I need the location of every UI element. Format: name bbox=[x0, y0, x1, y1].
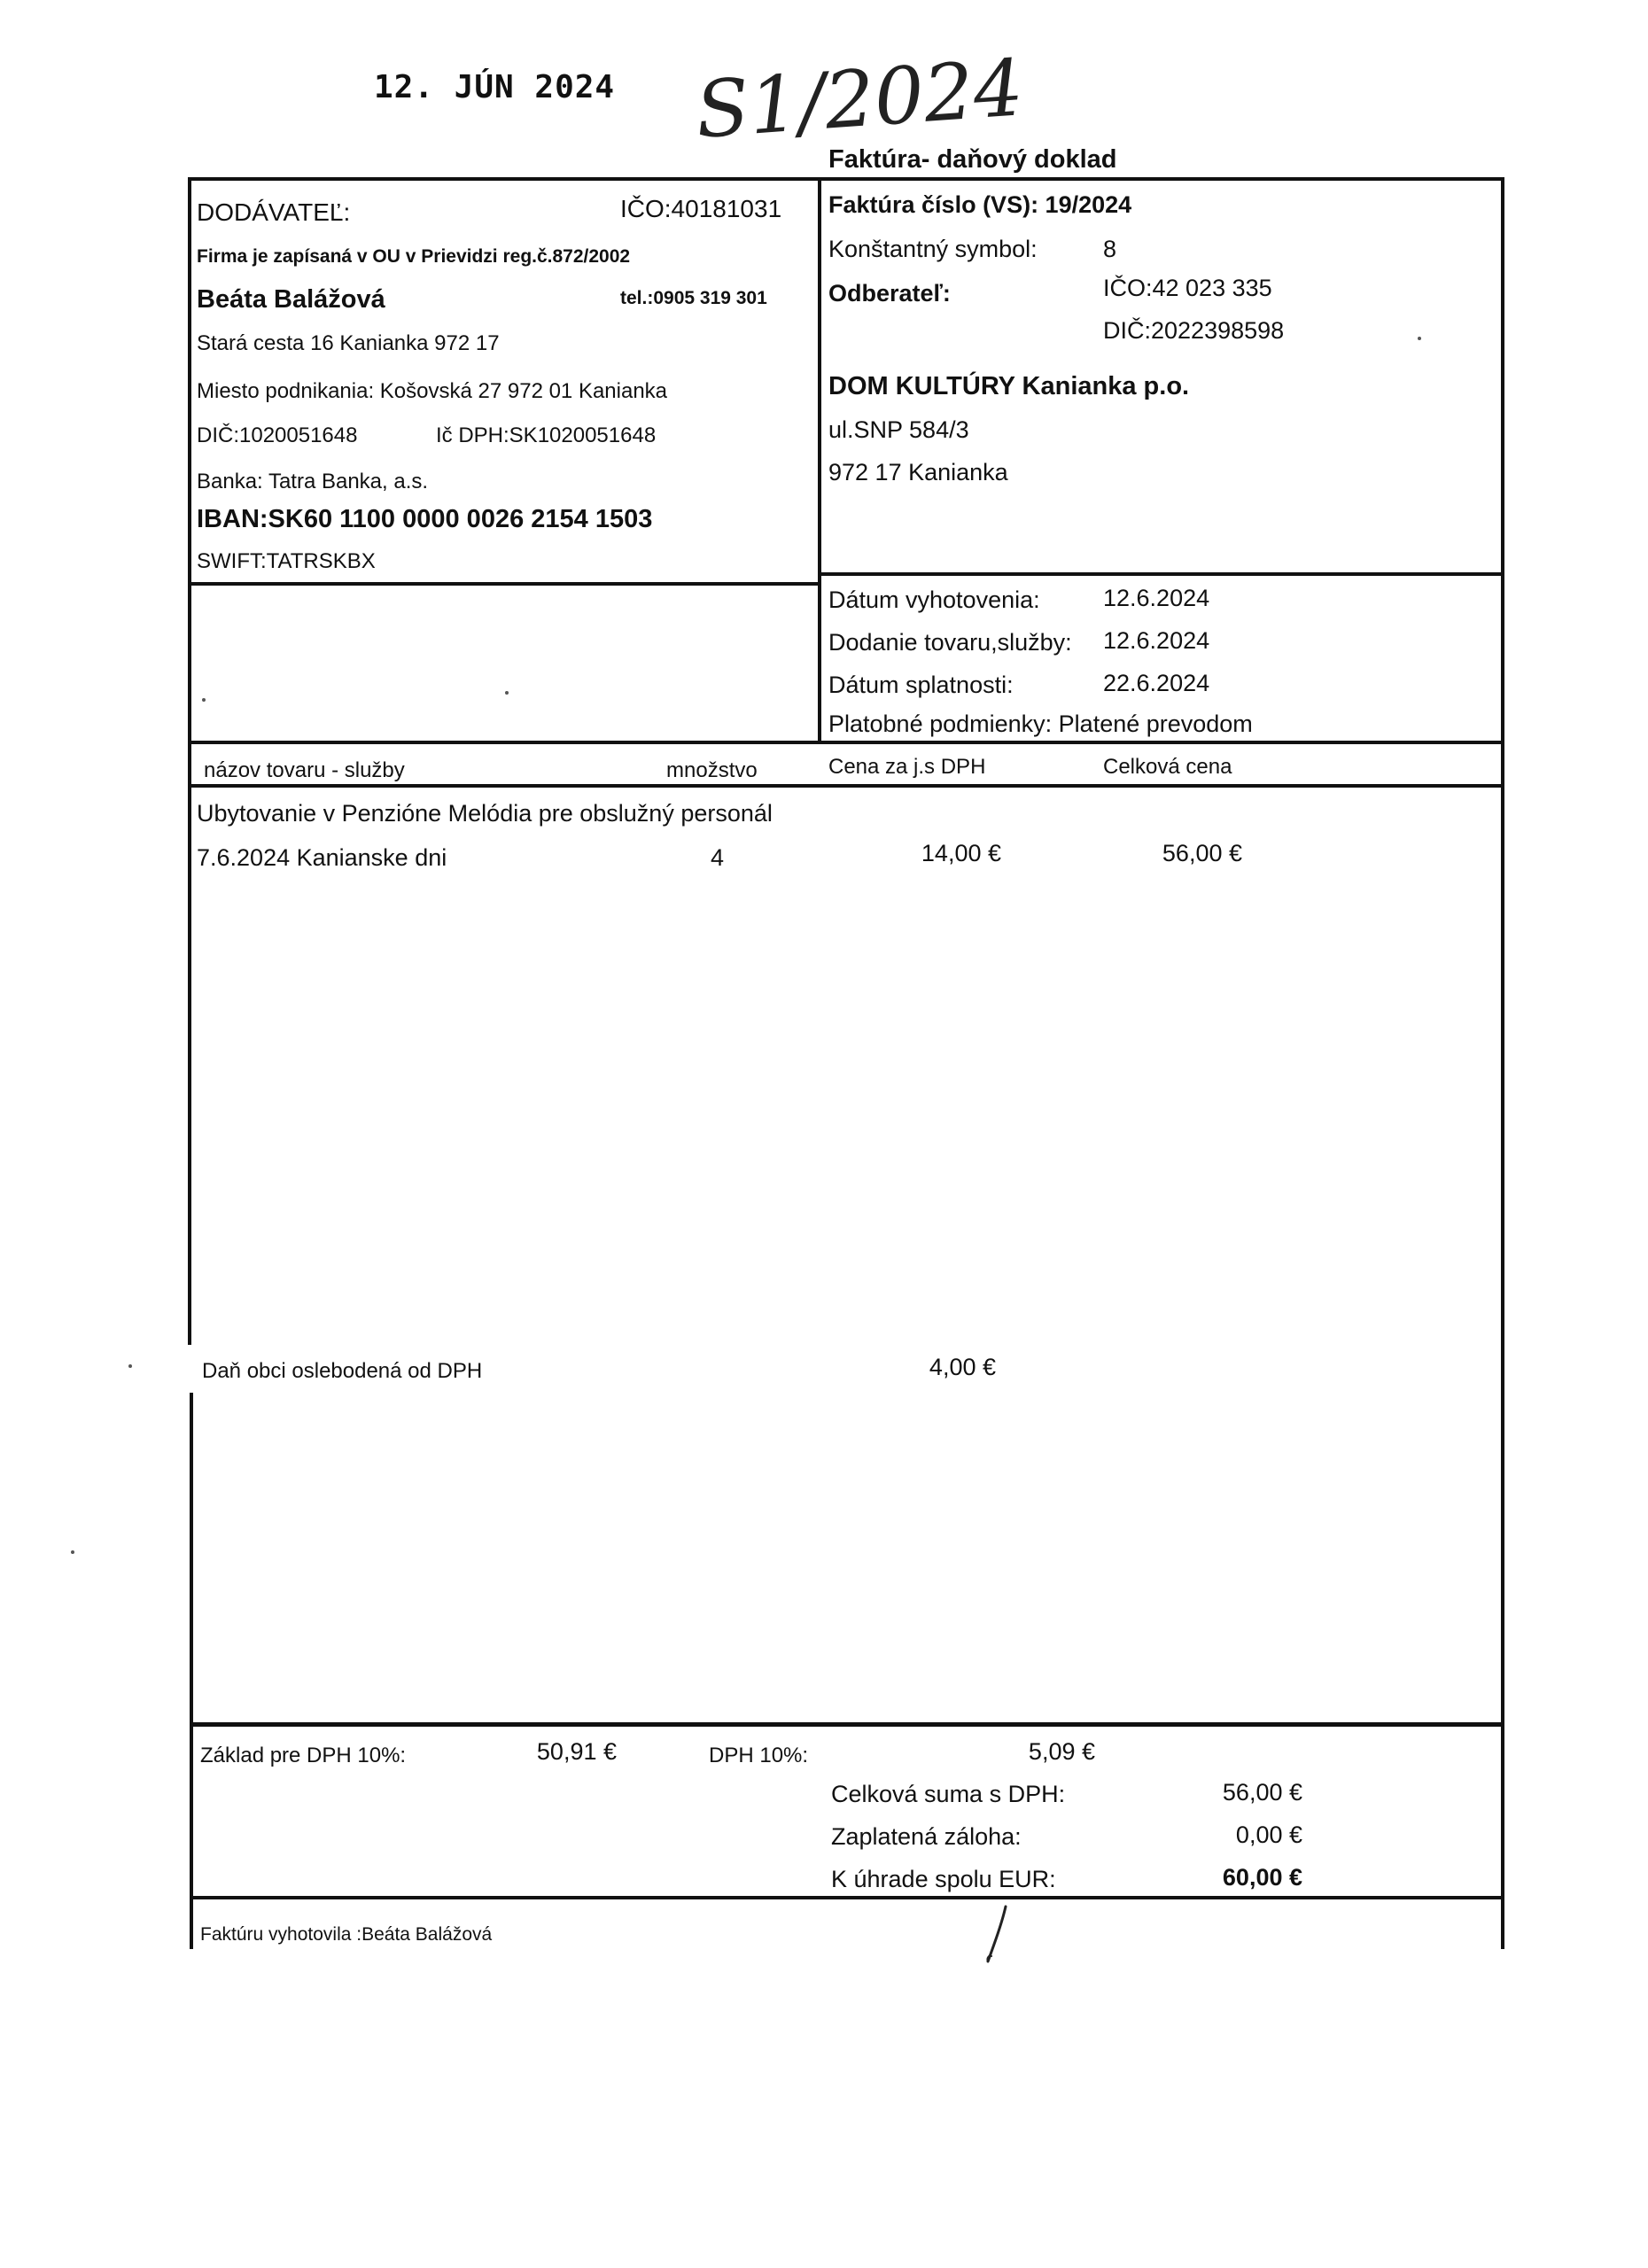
deposit-value: 0,00 € bbox=[1235, 1821, 1302, 1848]
customer-dic: DIČ:2022398598 bbox=[1103, 317, 1285, 344]
column-name-header: názov tovaru - služby bbox=[204, 758, 405, 782]
invoice-number: Faktúra číslo (VS): 19/2024 bbox=[828, 191, 1132, 218]
scan-speck bbox=[1418, 337, 1421, 340]
left-border-upper bbox=[188, 177, 191, 1345]
due-date-label: Dátum splatnosti: bbox=[828, 672, 1014, 698]
customer-ico: IČO:42 023 335 bbox=[1103, 275, 1272, 301]
received-date-stamp: 12. JÚN 2024 bbox=[374, 69, 616, 105]
customer-city: 972 17 Kanianka bbox=[828, 459, 1008, 485]
left-section-divider bbox=[188, 582, 820, 586]
delivery-date-value: 12.6.2024 bbox=[1103, 627, 1210, 654]
middle-divider bbox=[818, 177, 821, 741]
scan-speck bbox=[505, 691, 509, 695]
constant-symbol-value: 8 bbox=[1103, 236, 1117, 262]
supplier-address: Stará cesta 16 Kanianka 972 17 bbox=[197, 331, 500, 355]
item-quantity: 4 bbox=[711, 844, 725, 871]
municipal-tax-amount: 4,00 € bbox=[929, 1354, 996, 1380]
header-row-bottom bbox=[188, 784, 1504, 788]
upper-right-divider bbox=[820, 572, 1502, 576]
handwritten-invoice-number: S1/2024 bbox=[692, 42, 1027, 156]
summary-top-border bbox=[190, 1722, 1504, 1727]
right-border bbox=[1501, 177, 1504, 1949]
column-qty-header: množstvo bbox=[666, 758, 758, 782]
column-total-header: Celková cena bbox=[1103, 755, 1232, 779]
supplier-swift: SWIFT:TATRSKBX bbox=[197, 549, 376, 573]
payment-terms: Platobné podmienky: Platené prevodom bbox=[828, 711, 1253, 737]
item-unit-price: 14,00 € bbox=[921, 840, 1001, 866]
supplier-ico bbox=[620, 195, 781, 223]
scan-speck bbox=[71, 1550, 74, 1554]
total-with-vat-value: 56,00 € bbox=[1222, 1779, 1302, 1806]
left-border-lower bbox=[190, 1393, 193, 1949]
vat-value: 5,09 € bbox=[1028, 1738, 1095, 1765]
amount-due-value: 60,00 € bbox=[1222, 1864, 1302, 1891]
column-unit-price-header: Cena za j.s DPH bbox=[828, 755, 986, 779]
due-date-value: 22.6.2024 bbox=[1103, 670, 1210, 696]
municipal-tax-label: Daň obci oslebodená od DPH bbox=[202, 1359, 483, 1383]
delivery-date-label: Dodanie tovaru,služby: bbox=[828, 629, 1072, 656]
item-description-detail: 7.6.2024 Kanianske dni bbox=[197, 844, 447, 871]
document-title: Faktúra- daňový doklad bbox=[828, 145, 1117, 174]
amount-due-label: K úhrade spolu EUR: bbox=[831, 1866, 1056, 1892]
deposit-label: Zaplatená záloha: bbox=[831, 1823, 1022, 1850]
customer-label: Odberateľ: bbox=[828, 280, 951, 307]
supplier-ic-dph: Ič DPH:SK1020051648 bbox=[436, 423, 657, 447]
supplier-bank: Banka: Tatra Banka, a.s. bbox=[197, 470, 429, 493]
top-border bbox=[188, 177, 1504, 181]
supplier-heading: DODÁVATEĽ: bbox=[197, 198, 351, 226]
supplier-dic: DIČ:1020051648 bbox=[197, 423, 358, 447]
handwritten-signature-mark bbox=[979, 1903, 1014, 1965]
issued-by: Faktúru vyhotovila :Beáta Balážová bbox=[200, 1924, 493, 1945]
supplier-phone: tel.:0905 319 301 bbox=[620, 288, 767, 308]
item-total: 56,00 € bbox=[1162, 840, 1242, 866]
issue-date-value: 12.6.2024 bbox=[1103, 585, 1210, 611]
footer-top-border bbox=[190, 1896, 1504, 1899]
header-row-top bbox=[188, 741, 1504, 744]
total-with-vat-label: Celková suma s DPH: bbox=[831, 1781, 1066, 1807]
item-description: Ubytovanie v Penzióne Melódia pre obslužný personál bbox=[197, 800, 773, 827]
scan-speck bbox=[128, 1364, 132, 1368]
vat-base-label: Základ pre DPH 10%: bbox=[200, 1744, 407, 1767]
supplier-business-place: Miesto podnikania: Košovská 27 972 01 Kanianka bbox=[197, 379, 668, 403]
issue-date-label: Dátum vyhotovenia: bbox=[828, 586, 1040, 613]
vat-label: DPH 10%: bbox=[709, 1744, 809, 1767]
scan-speck bbox=[202, 698, 206, 702]
customer-street: ul.SNP 584/3 bbox=[828, 416, 969, 443]
supplier-iban: IBAN:SK60 1100 0000 0026 2154 1503 bbox=[197, 505, 653, 533]
constant-symbol-label: Konštantný symbol: bbox=[828, 236, 1038, 262]
vat-base-value: 50,91 € bbox=[536, 1738, 617, 1765]
supplier-ico-value: IČO:40181031 bbox=[620, 195, 782, 222]
customer-name: DOM KULTÚRY Kanianka p.o. bbox=[828, 372, 1190, 400]
supplier-registration: Firma je zapísaná v OU v Prievidzi reg.č.872/2002 bbox=[197, 246, 631, 267]
supplier-name: Beáta Balážová bbox=[197, 285, 385, 314]
